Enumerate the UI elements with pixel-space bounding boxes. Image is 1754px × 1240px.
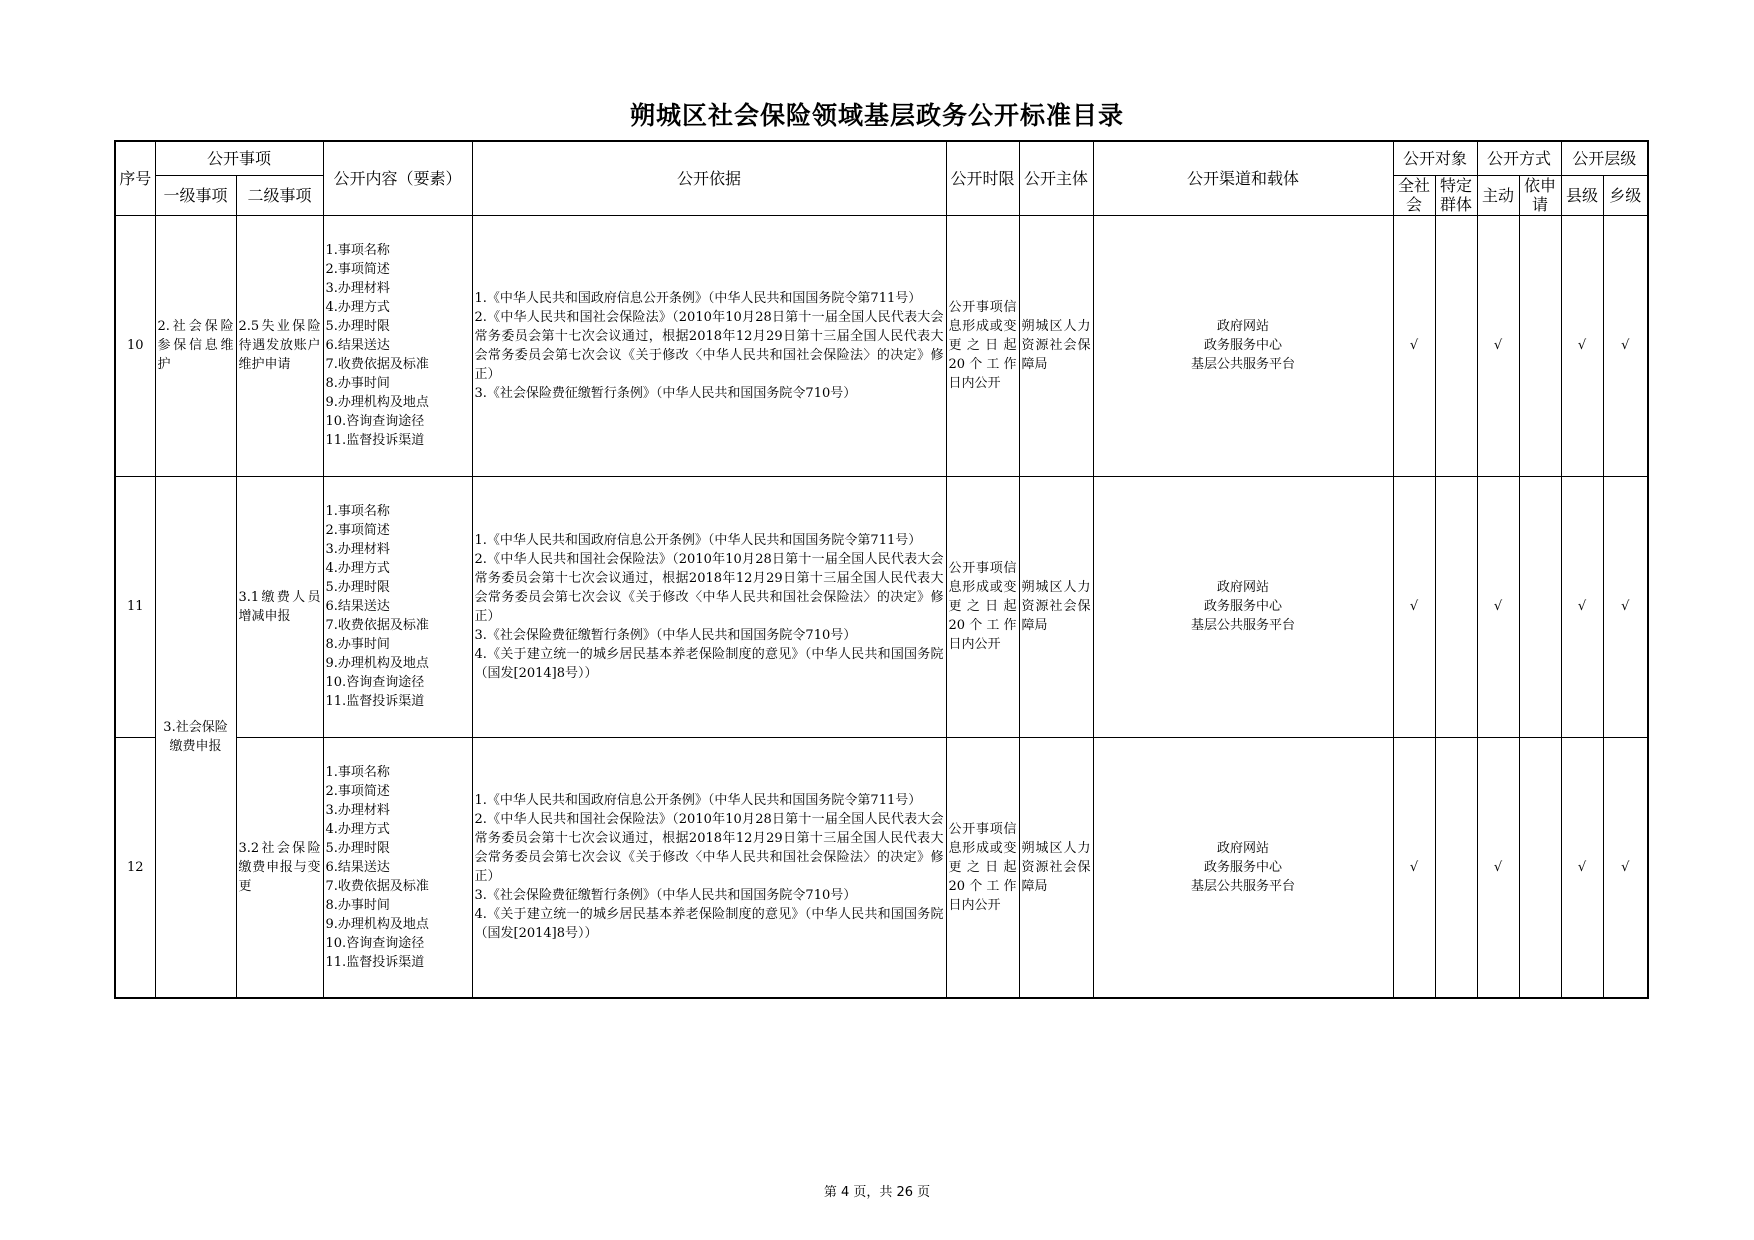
header-level: 公开层级 — [1561, 141, 1648, 175]
page-footer: 第 4 页，共 26 页 — [823, 1185, 931, 1200]
list-item: 8.办事时间 — [325, 637, 390, 652]
row-channel — [1093, 737, 1393, 998]
list-item: 2.事项简述 — [325, 523, 390, 538]
channel-item: 政府网站 — [1217, 580, 1270, 595]
check-mode-apply — [1519, 737, 1561, 998]
list-item: 2.事项简述 — [325, 262, 390, 277]
list-item: 11.监督投诉渠道 — [325, 954, 425, 970]
header-subject: 公开主体 — [1019, 141, 1093, 215]
list-item: 7.收费依据及标准 — [325, 878, 429, 894]
row-seq: 12 — [115, 737, 155, 998]
list-item: 1.事项名称 — [325, 764, 390, 780]
check-level-town: √ — [1603, 737, 1648, 998]
row-content — [323, 737, 472, 998]
check-target-group — [1435, 215, 1477, 476]
row-level1: 2.社会保险参保信息维护 — [155, 215, 236, 476]
channel-item: 基层公共服务平台 — [1191, 618, 1296, 633]
list-item: 3.办理材料 — [325, 542, 390, 557]
header-level2: 二级事项 — [236, 175, 323, 215]
table-row — [115, 737, 1648, 998]
check-level-town: √ — [1603, 215, 1648, 476]
header-channel: 公开渠道和载体 — [1093, 141, 1393, 215]
basis-item: 3.《社会保险费征缴暂行条例》（中华人民共和国国务院令710号） — [474, 888, 857, 904]
content-list — [326, 502, 470, 711]
header-time: 公开时限 — [946, 141, 1019, 215]
header-target: 公开对象 — [1393, 141, 1477, 175]
channel-item: 基层公共服务平台 — [1191, 878, 1296, 894]
row-basis — [472, 476, 946, 737]
check-mode-apply — [1519, 215, 1561, 476]
header-target-group: 特定群体 — [1435, 175, 1477, 215]
row-subject: 朔城区人力资源社会保障局 — [1019, 737, 1093, 998]
channel-item: 政府网站 — [1217, 840, 1270, 856]
page-title: 朔城区社会保险领域基层政务公开标准目录 — [629, 101, 1124, 130]
row-level2: 3.2社会保险缴费申报与变更 — [236, 737, 323, 998]
list-item: 8.办事时间 — [325, 897, 390, 913]
list-item: 4.办理方式 — [325, 300, 390, 315]
check-mode-active: √ — [1477, 476, 1519, 737]
list-item: 2.事项简述 — [325, 783, 390, 799]
basis-item: 3.《社会保险费征缴暂行条例》（中华人民共和国国务院令710号） — [474, 385, 857, 401]
list-item: 5.办理时限 — [325, 319, 390, 334]
basis-item: 1.《中华人民共和国政府信息公开条例》（中华人民共和国国务院令第711号） — [474, 793, 922, 809]
channel-item: 政务服务中心 — [1204, 859, 1283, 875]
row-subject: 朔城区人力资源社会保障局 — [1019, 476, 1093, 737]
row-subject: 朔城区人力资源社会保障局 — [1019, 215, 1093, 476]
list-item: 7.收费依据及标准 — [325, 618, 429, 633]
row-time: 公开事项信息形成或变更之日起20个工作日内公开 — [946, 737, 1019, 998]
check-target-all: √ — [1393, 737, 1435, 998]
header-matter: 公开事项 — [155, 141, 323, 175]
check-mode-active: √ — [1477, 215, 1519, 476]
table-row — [115, 476, 1648, 737]
list-item: 1.事项名称 — [325, 504, 390, 519]
row-level1: 3.社会保险缴费申报 — [155, 476, 236, 998]
header-target-all: 全社会 — [1393, 175, 1435, 215]
header-level1: 一级事项 — [155, 175, 236, 215]
header-level-town: 乡级 — [1603, 175, 1648, 215]
row-time: 公开事项信息形成或变更之日起20个工作日内公开 — [946, 476, 1019, 737]
list-item: 4.办理方式 — [325, 561, 390, 576]
catalog-table — [114, 140, 1649, 999]
row-content — [323, 476, 472, 737]
list-item: 6.结果送达 — [325, 859, 390, 875]
check-target-all: √ — [1393, 215, 1435, 476]
channel-item: 政务服务中心 — [1204, 338, 1283, 353]
header-mode-apply: 依申请 — [1519, 175, 1561, 215]
check-target-group — [1435, 476, 1477, 737]
row-level2: 2.5失业保险待遇发放账户维护申请 — [236, 215, 323, 476]
check-mode-active: √ — [1477, 737, 1519, 998]
basis-item: 2.《中华人民共和国社会保险法》（2010年10月28日第十一届全国人民代表大会常务委员会第十七次会议通过，根据2018年12月29日第十三届全国人民代表大会常务委员会第七次会议《关于修改〈中华人民共和国社会保险法〉的决定》修正） — [474, 812, 944, 885]
header-mode: 公开方式 — [1477, 141, 1561, 175]
row-basis — [472, 215, 946, 476]
check-level-county: √ — [1561, 476, 1603, 737]
list-item: 6.结果送达 — [325, 599, 390, 614]
content-list — [326, 241, 470, 450]
list-item: 6.结果送达 — [325, 338, 390, 353]
row-channel — [1093, 476, 1393, 737]
header-row-1 — [115, 141, 1648, 175]
list-item: 9.办理机构及地点 — [325, 395, 429, 410]
channel-item: 政务服务中心 — [1204, 599, 1283, 614]
content-list — [326, 763, 470, 972]
basis-item: 2.《中华人民共和国社会保险法》（2010年10月28日第十一届全国人民代表大会常务委员会第十七次会议通过，根据2018年12月29日第十三届全国人民代表大会常务委员会第七次会议《关于修改〈中华人民共和国社会保险法〉的决定》修正） — [474, 551, 944, 624]
list-item: 5.办理时限 — [325, 580, 390, 595]
check-mode-apply — [1519, 476, 1561, 737]
basis-item: 4.《关于建立统一的城乡居民基本养老保险制度的意见》（中华人民共和国国务院（国发[2014]8号）） — [474, 907, 944, 942]
header-basis: 公开依据 — [472, 141, 946, 215]
header-content: 公开内容（要素） — [323, 141, 472, 215]
row-time: 公开事项信息形成或变更之日起20个工作日内公开 — [946, 215, 1019, 476]
list-item: 3.办理材料 — [325, 281, 390, 296]
list-item: 11.监督投诉渠道 — [325, 433, 425, 448]
list-item: 10.咨询查询途径 — [325, 675, 425, 690]
row-channel — [1093, 215, 1393, 476]
check-level-county: √ — [1561, 737, 1603, 998]
basis-item: 1.《中华人民共和国政府信息公开条例》（中华人民共和国国务院令第711号） — [474, 290, 922, 306]
basis-item: 2.《中华人民共和国社会保险法》（2010年10月28日第十一届全国人民代表大会常务委员会第十七次会议通过，根据2018年12月29日第十三届全国人民代表大会常务委员会第七次会议《关于修改〈中华人民共和国社会保险法〉的决定》修正） — [474, 309, 944, 382]
check-target-group — [1435, 737, 1477, 998]
list-item: 10.咨询查询途径 — [325, 935, 425, 951]
basis-item: 4.《关于建立统一的城乡居民基本养老保险制度的意见》（中华人民共和国国务院（国发[2014]8号）） — [474, 646, 944, 681]
basis-item: 3.《社会保险费征缴暂行条例》（中华人民共和国国务院令710号） — [474, 627, 857, 643]
basis-item: 1.《中华人民共和国政府信息公开条例》（中华人民共和国国务院令第711号） — [474, 532, 922, 548]
list-item: 7.收费依据及标准 — [325, 357, 429, 372]
header-seq: 序号 — [115, 141, 155, 215]
list-item: 11.监督投诉渠道 — [325, 694, 425, 709]
row-content — [323, 215, 472, 476]
list-item: 8.办事时间 — [325, 376, 390, 391]
check-level-county: √ — [1561, 215, 1603, 476]
table-row — [115, 215, 1648, 476]
header-mode-active: 主动 — [1477, 175, 1519, 215]
channel-item: 政府网站 — [1217, 319, 1270, 334]
channel-item: 基层公共服务平台 — [1191, 357, 1296, 372]
list-item: 5.办理时限 — [325, 840, 390, 856]
check-target-all: √ — [1393, 476, 1435, 737]
list-item: 1.事项名称 — [325, 243, 390, 258]
list-item: 3.办理材料 — [325, 802, 390, 818]
row-seq: 11 — [115, 476, 155, 737]
row-seq: 10 — [115, 215, 155, 476]
list-item: 9.办理机构及地点 — [325, 916, 429, 932]
list-item: 4.办理方式 — [325, 821, 390, 837]
row-basis — [472, 737, 946, 998]
check-level-town: √ — [1603, 476, 1648, 737]
list-item: 10.咨询查询途径 — [325, 414, 425, 429]
row-level2: 3.1缴费人员增减申报 — [236, 476, 323, 737]
header-level-county: 县级 — [1561, 175, 1603, 215]
list-item: 9.办理机构及地点 — [325, 656, 429, 671]
